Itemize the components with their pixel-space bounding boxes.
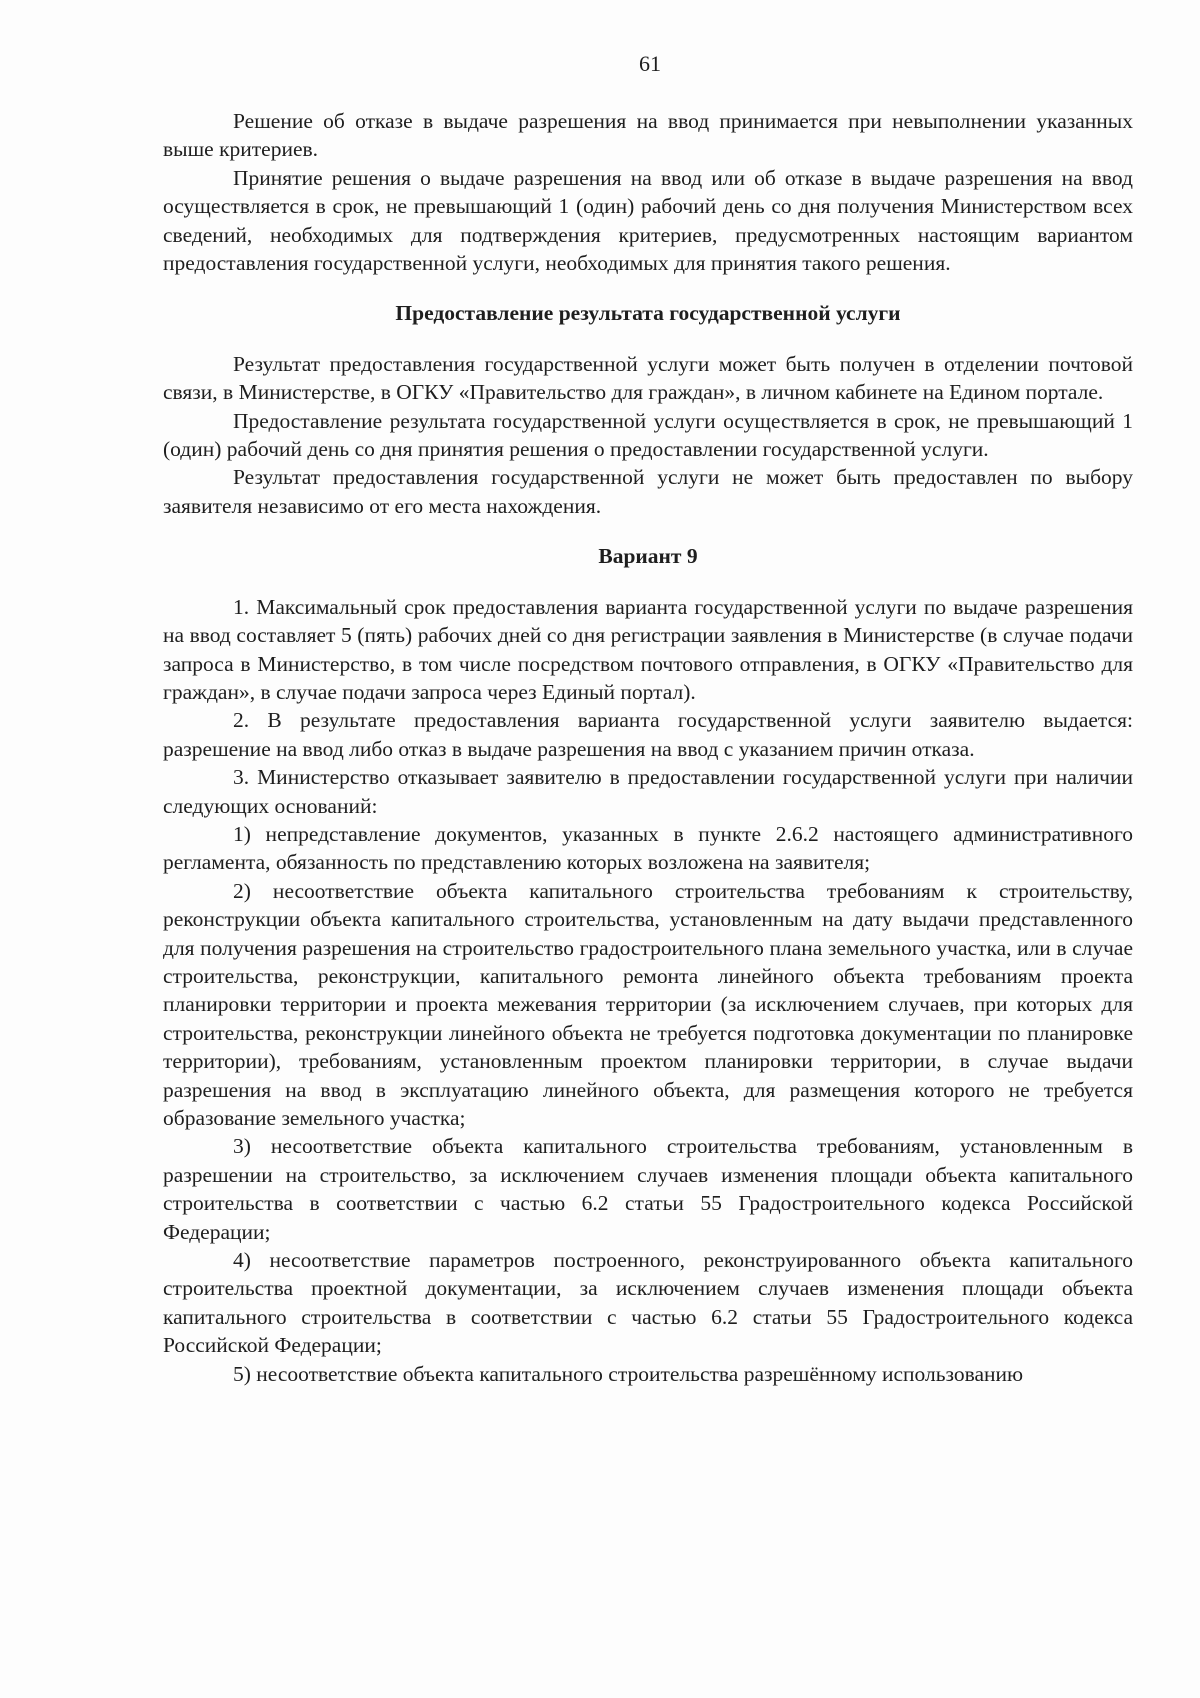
sub-item-3: 3) несоответствие объекта капитального строительства требованиям, установленным в разрешении на строительство, за исключением случаев изменения площади объекта капитального строительства в соответствии с частью 6.2 статьи 55 Градостроительного кодекса Российской Федерации;: [163, 1134, 1133, 1244]
list-item-max-term: 1. Максимальный срок предоставления варианта государственной услуги по выдаче разрешения на ввод составляет 5 (пять) рабочих дней со дня регистрации заявления в Министерстве (в случае подачи запроса в Министерство, в том числе посредством почтового отправления, в ОГКУ «Правительство для граждан», в случае подачи запроса через Единый портал).: [163, 594, 1133, 704]
page-number: 61: [639, 51, 661, 76]
sub-item-1: 1) непредставление документов, указанных в пункте 2.6.2 настоящего административного регламента, обязанность по представлению которых возложена на заявителя;: [163, 821, 1133, 875]
paragraph-result-channels: Результат предоставления государственной услуги может быть получен в отделении почтовой связи, в Министерстве, в ОГКУ «Правительство для граждан», в личном кабинете на Едином портале.: [163, 351, 1133, 405]
list-item-refusal-grounds: 3. Министерство отказывает заявителю в предоставлении государственной услуги при наличии следующих оснований:: [163, 765, 1133, 818]
section-heading-result: Предоставление результата государственной услуги: [395, 301, 901, 326]
sub-item-4: 4) несоответствие параметров построенного, реконструированного объекта капитального строительства проектной документации, за исключением случаев изменения площади объекта капитального строительства в соответствии с частью 6.2 статьи 55 Градостроительного кодекса Российской Федерации;: [163, 1248, 1133, 1358]
paragraph-refusal-decision: Решение об отказе в выдаче разрешения на ввод принимается при невыполнении указанных выше критериев.: [163, 109, 1133, 162]
section-result-body: [163, 350, 1133, 520]
paragraph-result-term: Предоставление результата государственной услуги осуществляется в срок, не превышающий 1 (один) рабочий день со дня принятия решения о предоставлении государственной услуги.: [163, 408, 1133, 462]
paragraph-result-location: Результат предоставления государственной услуги не может быть предоставлен по выбору заявителя независимо от его места нахождения.: [163, 465, 1133, 518]
list-item-result-issued: 2. В результате предоставления варианта государственной услуги заявителю выдается: разрешение на ввод либо отказ в выдаче разрешения на ввод с указанием причин отказа.: [163, 708, 1133, 761]
section-heading-variant-9: Вариант 9: [598, 544, 698, 569]
paragraph-decision-term: Принятие решения о выдаче разрешения на ввод или об отказе в выдаче разрешения на ввод осуществляется в срок, не превышающий 1 (один) рабочий день со дня получения Министерством всех сведений, необходимых для подтверждения критериев, предусмотренных настоящим вариантом предоставления государственной услуги, необходимых для принятия такого решения.: [163, 165, 1133, 276]
sub-item-2: 2) несоответствие объекта капитального строительства требованиям к строительству, реконструкции объекта капитального строительства, установленным на дату выдачи представленного для получения разрешения на строительство градостроительного плана земельного участка, или в случае строительства, реконструкции, капитального ремонта линейного объекта требованиям проекта планировки территории и проекта межевания территории (за исключением случаев, при которых для строительства, реконструкции линейного объекта не требуется подготовка документации по планировке территории), требованиям, установленным проектом планировки территории, в случае выдачи разрешения на ввод в эксплуатацию линейного объекта, для размещения которого не требуется образование земельного участка;: [163, 878, 1133, 1130]
sub-item-5: 5) несоответствие объекта капитального строительства разрешённому использованию: [233, 1361, 1024, 1386]
page-content: [163, 107, 1133, 1388]
section-variant-body: [163, 593, 1133, 1388]
